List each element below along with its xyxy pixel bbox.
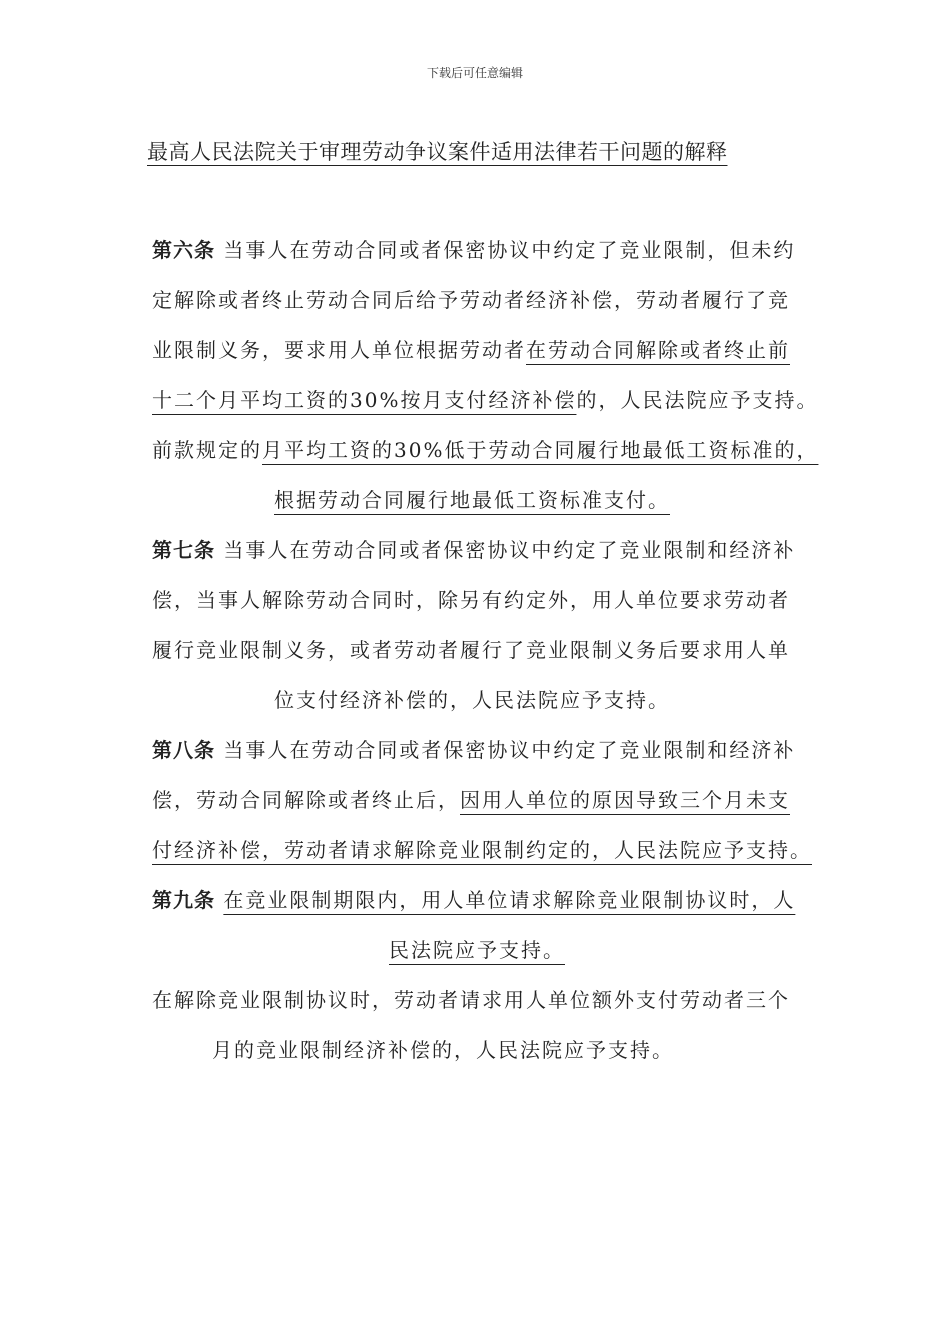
article-6-text-1: 当事人在劳动合同或者保密协议中约定了竞业限制，但未约 — [215, 238, 796, 262]
article-6-text-6: 根据劳动合同履行地最低工资标准支付。 — [274, 488, 670, 512]
article-7-label: 第七条 — [152, 538, 215, 562]
article-7-text-1: 当事人在劳动合同或者保密协议中约定了竞业限制和经济补 — [215, 538, 796, 562]
article-6-text-4a: 十二个月平均工资的30%按月支付经济补偿 — [152, 388, 577, 412]
article-9-line-2 — [389, 936, 565, 964]
article-6-line-2: 定解除或者终止劳动合同后给予劳动者经济补偿，劳动者履行了竞 — [152, 288, 790, 312]
article-7-line-3: 履行竞业限制义务，或者劳动者履行了竞业限制义务后要求用人单 — [152, 638, 790, 662]
article-6-line-5 — [152, 436, 818, 464]
article-9-label: 第九条 — [152, 888, 215, 912]
article-6-line-4 — [152, 386, 818, 414]
article-9-text-2: 民法院应予支持。 — [389, 938, 565, 962]
header-note: 下载后可任意编辑 — [426, 66, 523, 80]
article-6-text-3a: 业限制义务，要求用人单位根据劳动者 — [152, 338, 526, 362]
article-6-text-5b: 月平均工资的30%低于劳动合同履行地最低工资标准的， — [262, 438, 819, 462]
article-8-text-2a: 偿，劳动合同解除或者终止后， — [152, 788, 460, 812]
document-title: 最高人民法院关于审理劳动争议案件适用法律若干问题的解释 — [147, 140, 728, 164]
article-8-text-2b: 因用人单位的原因导致三个月未支 — [460, 788, 790, 812]
article-6-text-3b: 在劳动合同解除或者终止前 — [526, 338, 790, 362]
article-8-line-1 — [152, 736, 795, 764]
article-9-line-1 — [152, 886, 795, 914]
article-6-line-6 — [274, 486, 670, 514]
article-6-line-3 — [152, 336, 790, 364]
article-8-label: 第八条 — [152, 738, 215, 762]
article-9-line-3: 在解除竞业限制协议时，劳动者请求用人单位额外支付劳动者三个 — [152, 988, 790, 1012]
article-6-line-1 — [152, 236, 795, 264]
article-6-text-4b: 的，人民法院应予支持。 — [576, 388, 819, 412]
article-7-line-2: 偿，当事人解除劳动合同时，除另有约定外，用人单位要求劳动者 — [152, 588, 790, 612]
article-7-line-4: 位支付经济补偿的，人民法院应予支持。 — [274, 688, 670, 712]
article-8-text-1: 当事人在劳动合同或者保密协议中约定了竞业限制和经济补 — [215, 738, 796, 762]
article-6-label: 第六条 — [152, 238, 215, 262]
article-8-text-3: 付经济补偿，劳动者请求解除竞业限制约定的，人民法院应予支持。 — [152, 838, 812, 862]
article-7-line-1 — [152, 536, 795, 564]
article-8-line-3 — [152, 836, 812, 864]
article-9-line-4: 月的竞业限制经济补偿的，人民法院应予支持。 — [212, 1038, 674, 1062]
article-6-text-5a: 前款规定的 — [152, 438, 262, 462]
article-8-line-2 — [152, 786, 790, 814]
article-9-text-1: 在竞业限制期限内，用人单位请求解除竞业限制协议时，人 — [223, 888, 796, 912]
